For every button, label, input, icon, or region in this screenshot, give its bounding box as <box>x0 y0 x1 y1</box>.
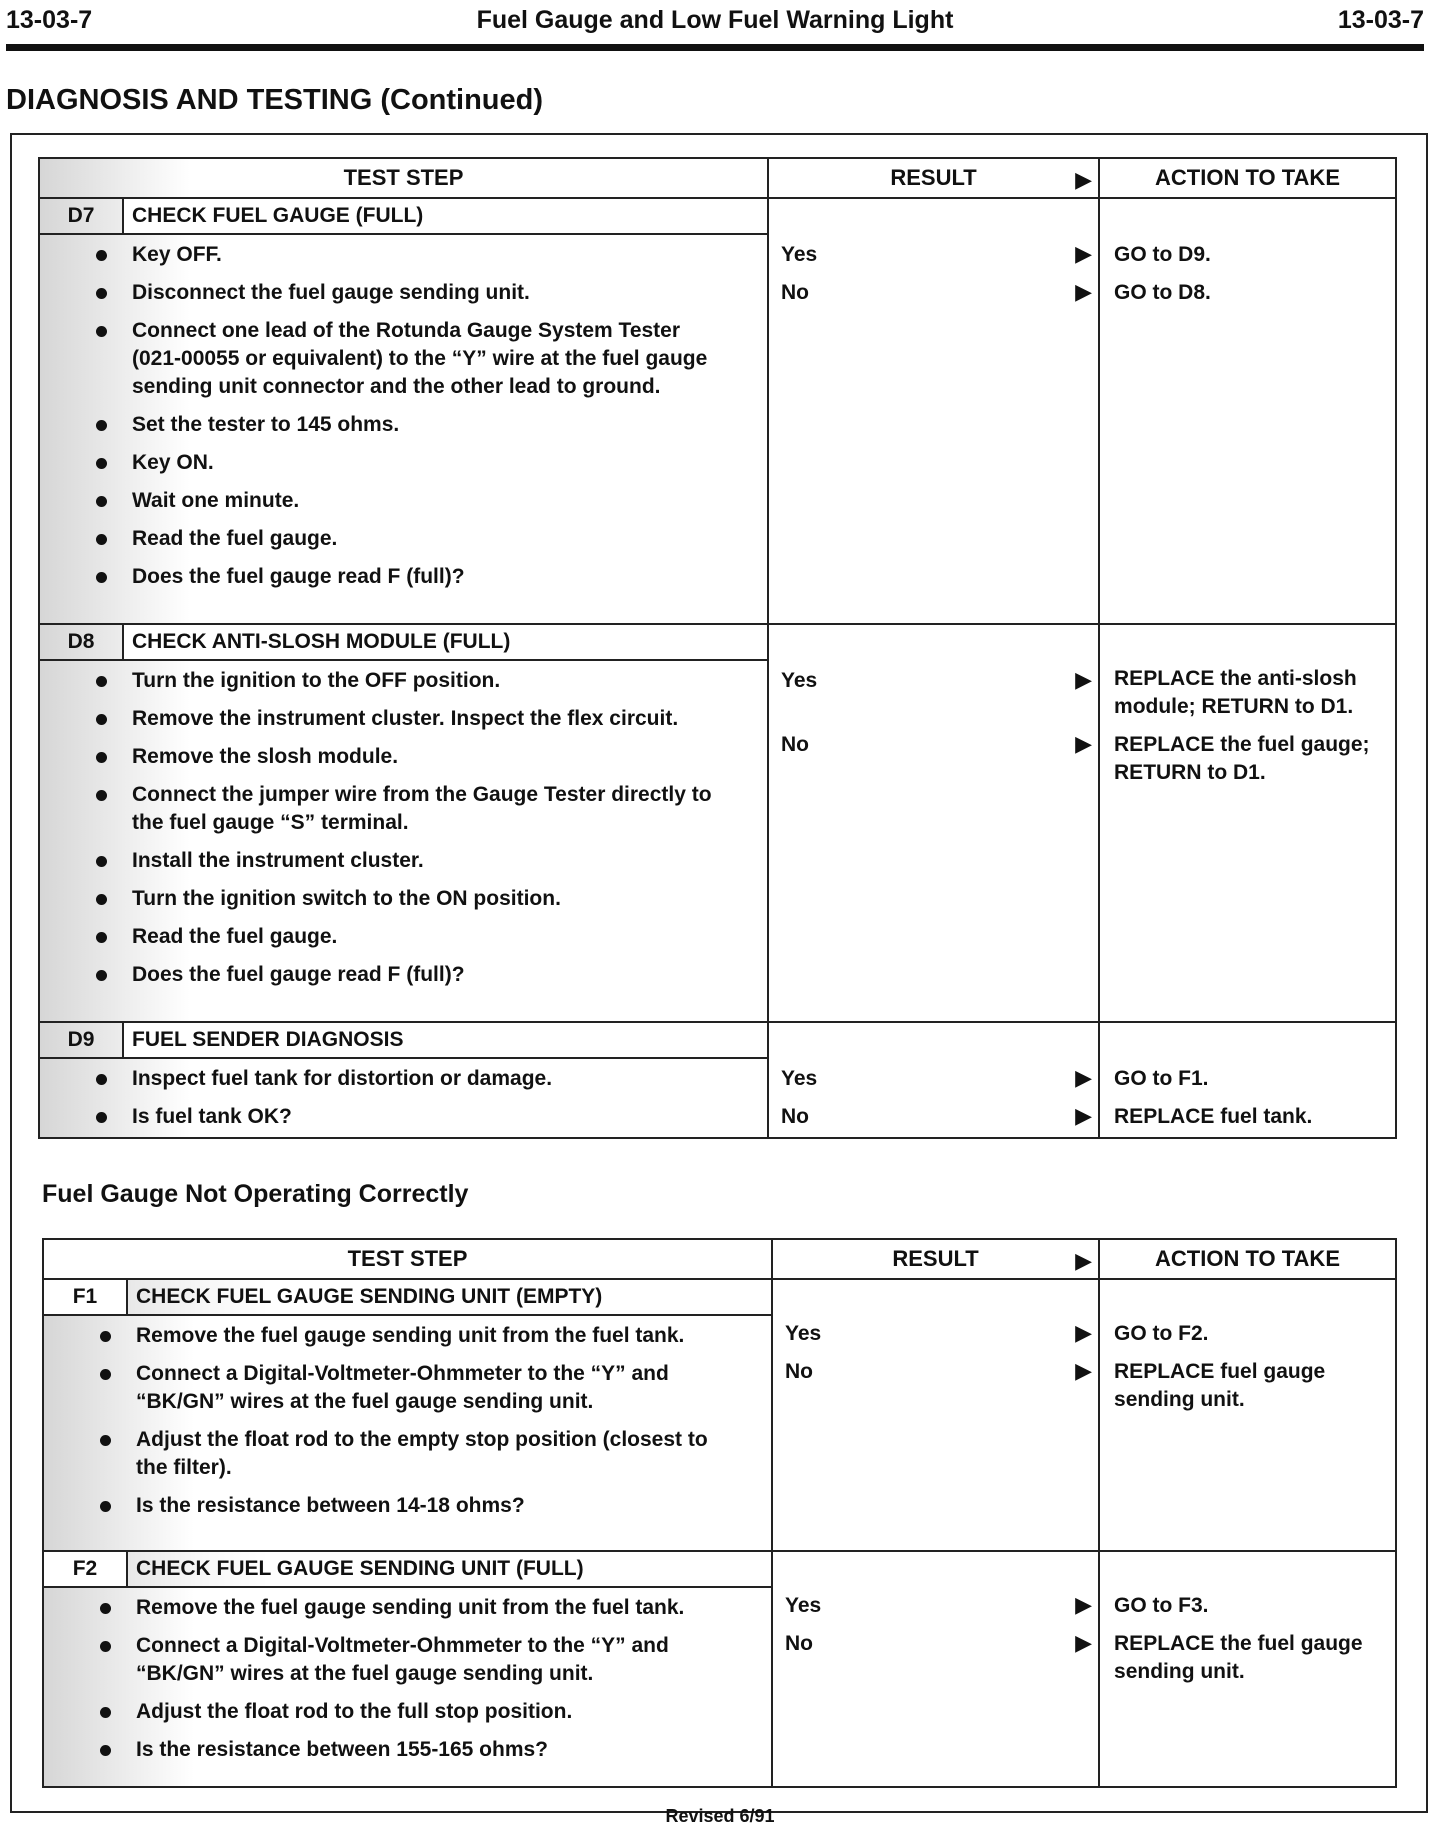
step-header-row <box>39 624 1396 660</box>
instruction-item: Remove the slosh module. <box>132 743 727 771</box>
result-yes <box>781 241 1092 269</box>
action-cell <box>1099 624 1396 1022</box>
arrow-right-icon: ▶ <box>1075 167 1093 192</box>
instruction-item: Connect one lead of the Rotunda Gauge System Tester (021-00055 or equivalent) to the “Y” wire at the fuel gauge sending unit connector and the other lead to ground. <box>132 317 727 401</box>
step-title: FUEL SENDER DIAGNOSIS <box>123 1022 768 1058</box>
step-title: CHECK ANTI-SLOSH MODULE (FULL) <box>123 624 768 660</box>
result-label: Yes <box>781 243 818 266</box>
step-header-row <box>43 1279 1396 1315</box>
action-text: REPLACE the anti-slosh module; RETURN to D1. <box>1114 667 1357 718</box>
col-header-result <box>772 1239 1099 1279</box>
action-cell <box>1099 1279 1396 1551</box>
result-cell <box>768 1022 1099 1138</box>
instruction-item: Is the resistance between 155-165 ohms? <box>136 1736 731 1764</box>
result-cell <box>772 1279 1099 1551</box>
col-header-result-label: RESULT <box>890 165 977 190</box>
instruction-item: Key OFF. <box>132 241 727 269</box>
action-text: GO to F2. <box>1114 1322 1209 1345</box>
instruction-item: Does the fuel gauge read F (full)? <box>132 961 727 989</box>
instruction-item: Connect a Digital-Voltmeter-Ohmmeter to the “Y” and “BK/GN” wires at the fuel gauge sending unit. <box>136 1360 731 1416</box>
step-instructions <box>39 660 768 1022</box>
step-title: CHECK FUEL GAUGE (FULL) <box>123 198 768 234</box>
instruction-item: Read the fuel gauge. <box>132 525 727 553</box>
page-title: Fuel Gauge and Low Fuel Warning Light <box>476 6 954 34</box>
action-text: GO to D8. <box>1114 281 1211 304</box>
instruction-item: Adjust the float rod to the empty stop position (closest to the filter). <box>136 1426 731 1482</box>
result-cell <box>772 1551 1099 1787</box>
step-id: D7 <box>39 198 123 234</box>
instruction-item: Disconnect the fuel gauge sending unit. <box>132 279 727 307</box>
result-label: Yes <box>781 1067 818 1090</box>
step-id: D9 <box>39 1022 123 1058</box>
action-cell <box>1099 1022 1396 1138</box>
arrow-right-icon: ▶ <box>1075 1065 1093 1090</box>
arrow-right-icon: ▶ <box>1075 1358 1093 1383</box>
step-id: F2 <box>43 1551 127 1587</box>
page-code-left: 13-03-7 <box>6 6 93 34</box>
col-header-action: ACTION TO TAKE <box>1099 1239 1396 1279</box>
result-no <box>781 731 1092 759</box>
result-label: Yes <box>781 669 818 692</box>
action-text: REPLACE the fuel gauge sending unit. <box>1114 1632 1363 1683</box>
diagnosis-table-f <box>42 1238 1397 1788</box>
arrow-right-icon: ▶ <box>1075 1630 1093 1655</box>
step-instructions <box>43 1315 772 1551</box>
step-title: CHECK FUEL GAUGE SENDING UNIT (FULL) <box>127 1551 772 1587</box>
result-label: No <box>781 733 810 756</box>
action-cell <box>1099 198 1396 624</box>
arrow-right-icon: ▶ <box>1075 667 1093 692</box>
result-label: No <box>785 1632 814 1655</box>
step-instructions <box>43 1587 772 1787</box>
instruction-item: Connect a Digital-Voltmeter-Ohmmeter to the “Y” and “BK/GN” wires at the fuel gauge sending unit. <box>136 1632 731 1688</box>
action-text: REPLACE fuel tank. <box>1114 1105 1313 1128</box>
action-text: GO to F3. <box>1114 1594 1209 1617</box>
result-yes <box>785 1320 1092 1348</box>
revision-footer: Revised 6/91 <box>665 1806 775 1826</box>
result-no <box>785 1630 1092 1658</box>
instruction-item: Read the fuel gauge. <box>132 923 727 951</box>
result-cell <box>768 624 1099 1022</box>
result-no <box>781 279 1092 307</box>
instruction-item: Adjust the float rod to the full stop position. <box>136 1698 731 1726</box>
step-header-row <box>39 198 1396 234</box>
instruction-item: Connect the jumper wire from the Gauge Tester directly to the fuel gauge “S” terminal. <box>132 781 727 837</box>
col-header-test-step: TEST STEP <box>39 158 768 198</box>
step-header-row <box>43 1551 1396 1587</box>
arrow-right-icon: ▶ <box>1075 731 1093 756</box>
step-id: D8 <box>39 624 123 660</box>
action-cell <box>1099 1551 1396 1787</box>
instruction-item: Is fuel tank OK? <box>132 1103 727 1131</box>
instruction-item: Remove the instrument cluster. Inspect the flex circuit. <box>132 705 727 733</box>
result-no <box>785 1358 1092 1386</box>
result-yes <box>785 1592 1092 1620</box>
instruction-item: Install the instrument cluster. <box>132 847 727 875</box>
step-instructions <box>39 234 768 624</box>
instruction-item: Turn the ignition switch to the ON position. <box>132 885 727 913</box>
col-header-action: ACTION TO TAKE <box>1099 158 1396 198</box>
subsection-title: Fuel Gauge Not Operating Correctly <box>42 1180 469 1208</box>
result-label: Yes <box>785 1322 822 1345</box>
step-id: F1 <box>43 1279 127 1315</box>
instruction-item: Key ON. <box>132 449 727 477</box>
arrow-right-icon: ▶ <box>1075 279 1093 304</box>
section-title: DIAGNOSIS AND TESTING (Continued) <box>6 84 544 116</box>
instruction-item: Does the fuel gauge read F (full)? <box>132 563 727 591</box>
instruction-item: Turn the ignition to the OFF position. <box>132 667 727 695</box>
arrow-right-icon: ▶ <box>1075 1248 1093 1273</box>
col-header-test-step: TEST STEP <box>43 1239 772 1279</box>
step-instructions <box>39 1058 768 1138</box>
result-label: Yes <box>785 1594 822 1617</box>
instruction-item: Is the resistance between 14-18 ohms? <box>136 1492 731 1520</box>
instruction-item: Set the tester to 145 ohms. <box>132 411 727 439</box>
step-title: CHECK FUEL GAUGE SENDING UNIT (EMPTY) <box>127 1279 772 1315</box>
arrow-right-icon: ▶ <box>1075 1103 1093 1128</box>
instruction-item: Remove the fuel gauge sending unit from the fuel tank. <box>136 1322 731 1350</box>
diagnosis-table-d <box>38 157 1397 1139</box>
step-header-row <box>39 1022 1396 1058</box>
result-label: No <box>785 1360 814 1383</box>
result-cell <box>768 198 1099 624</box>
result-label: No <box>781 1105 810 1128</box>
result-no <box>781 1103 1092 1131</box>
arrow-right-icon: ▶ <box>1075 1320 1093 1345</box>
page-header <box>6 0 1424 51</box>
arrow-right-icon: ▶ <box>1075 1592 1093 1617</box>
action-text: GO to F1. <box>1114 1067 1209 1090</box>
instruction-item: Remove the fuel gauge sending unit from the fuel tank. <box>136 1594 731 1622</box>
col-header-result <box>768 158 1099 198</box>
col-header-result-label: RESULT <box>892 1246 979 1271</box>
result-label: No <box>781 281 810 304</box>
result-yes <box>781 1065 1092 1093</box>
action-text: REPLACE the fuel gauge; RETURN to D1. <box>1114 733 1370 784</box>
arrow-right-icon: ▶ <box>1075 241 1093 266</box>
instruction-item: Inspect fuel tank for distortion or damage. <box>132 1065 727 1093</box>
result-yes <box>781 667 1092 695</box>
action-text: REPLACE fuel gauge sending unit. <box>1114 1360 1326 1411</box>
action-text: GO to D9. <box>1114 243 1211 266</box>
page-code-right: 13-03-7 <box>1337 6 1424 34</box>
instruction-item: Wait one minute. <box>132 487 727 515</box>
